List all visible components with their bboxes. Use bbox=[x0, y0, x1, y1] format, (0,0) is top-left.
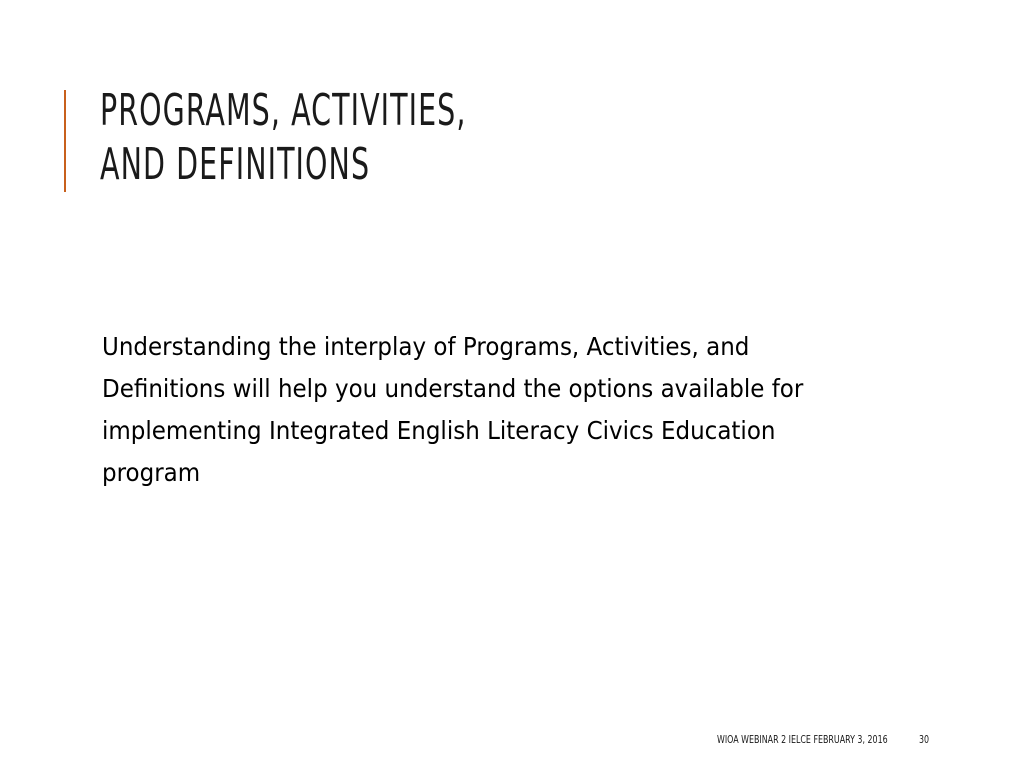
slide-title-line-2: AND DEFINITIONS bbox=[100, 139, 371, 190]
slide-title bbox=[100, 84, 466, 192]
title-accent-bar bbox=[64, 90, 66, 192]
slide-title-line-1: PROGRAMS, ACTIVITIES, bbox=[100, 85, 467, 136]
slide-body-text: Understanding the interplay of Programs, Activities, and Definitions will help you understand the options available for implementing Integrated English Literacy Civics Education program bbox=[102, 332, 804, 487]
page-number: 30 bbox=[919, 733, 930, 746]
footer-text: WIOA WEBINAR 2 IELCE FEBRUARY 3, 2016 bbox=[717, 733, 888, 746]
